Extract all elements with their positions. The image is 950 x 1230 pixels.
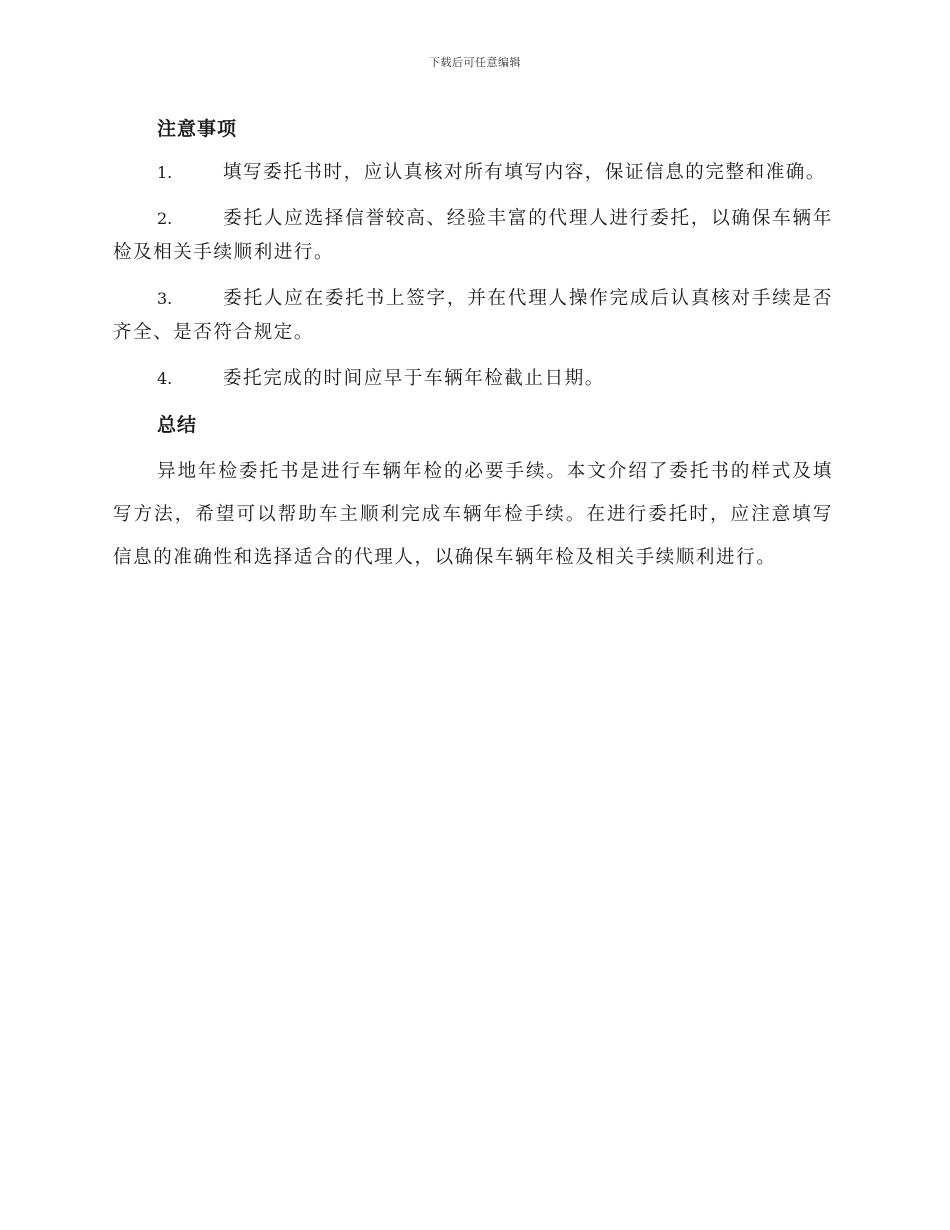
notes-item-number: 3.: [157, 289, 173, 308]
notes-item: [113, 362, 833, 396]
summary-heading: 总结: [157, 414, 198, 436]
summary-paragraph: 异地年检委托书是进行车辆年检的必要手续。本文介绍了委托书的样式及填写方法，希望可以帮助车主顺利完成车辆年检手续。在进行委托时，应注意填写信息的准确性和选择适合的代理人，以确保车辆年检及相关手续顺利进行。: [113, 461, 833, 568]
notes-item-text: 填写委托书时，应认真核对所有填写内容，保证信息的完整和准确。: [223, 162, 827, 183]
notes-item-text: 委托完成的时间应早于车辆年检截止日期。: [223, 368, 605, 389]
notes-item-text: 委托人应选择信誉较高、经验丰富的代理人进行委托，以确保车辆年检及相关手续顺利进行。: [113, 208, 833, 263]
notes-item-number: 4.: [157, 369, 173, 388]
notes-item-number: 1.: [157, 163, 173, 182]
notes-item: [113, 202, 833, 270]
page-header: 下载后可任意编辑: [429, 56, 521, 69]
notes-heading: 注意事项: [157, 118, 238, 140]
notes-item-text: 委托人应在委托书上签字，并在代理人操作完成后认真核对手续是否齐全、是否符合规定。: [113, 288, 833, 343]
notes-item: [113, 156, 833, 190]
notes-item-number: 2.: [157, 209, 173, 228]
document-body: [113, 110, 833, 579]
notes-item: [113, 282, 833, 350]
